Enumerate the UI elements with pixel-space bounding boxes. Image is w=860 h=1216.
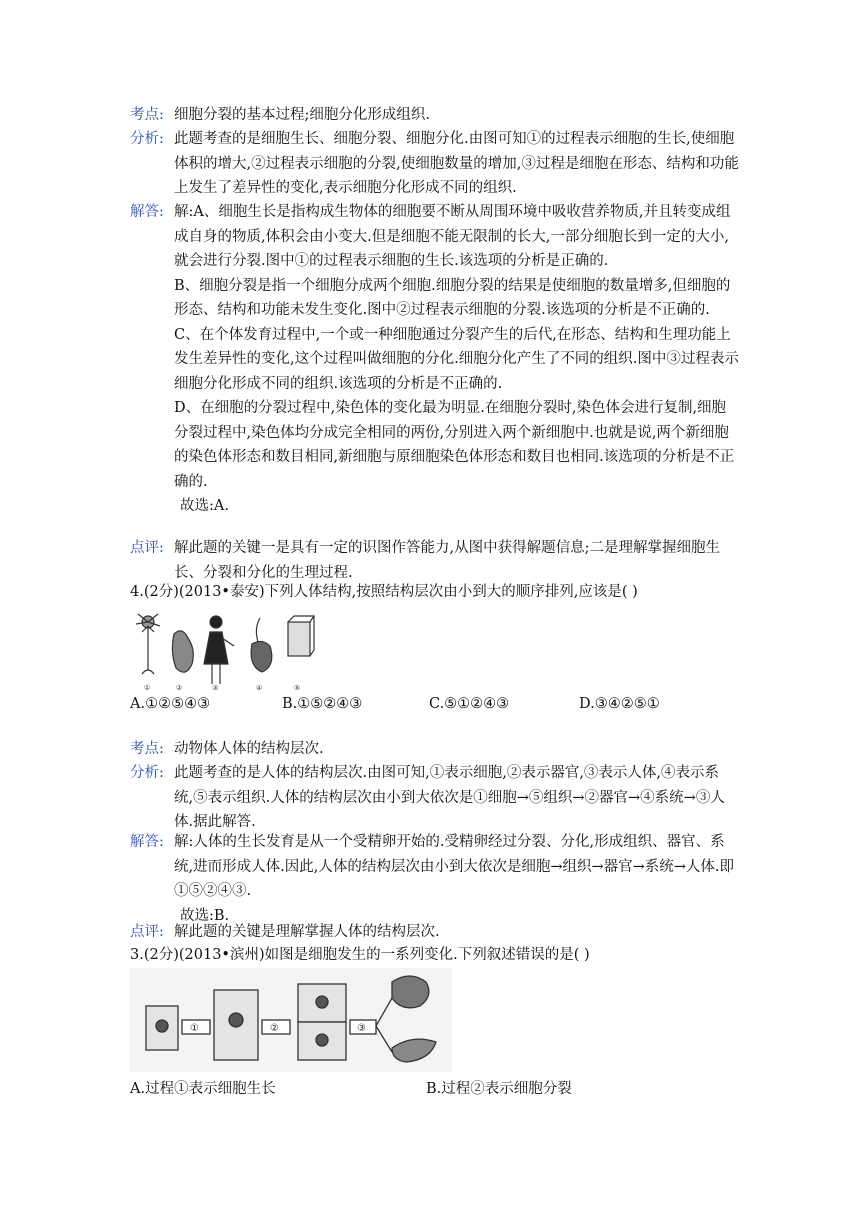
fig-number: ②: [176, 684, 183, 692]
question-3-stem: 3.(2分)(2013•滨州)如图是细胞发生的一系列变化.下列叙述错误的是( ): [130, 947, 590, 963]
fig-number: ②: [270, 1023, 279, 1034]
jieda-section-1: [130, 200, 740, 519]
jieda-answer: 故选:A.: [180, 498, 229, 514]
structure-levels-figure: [130, 608, 315, 692]
fenxi-section-2: [130, 761, 740, 835]
option-d: D.③④②⑤①: [579, 696, 660, 712]
question-4-stem: 4.(2分)(2013•泰安)下列人体结构,按照结构层次由小到大的顺序排列,应该是( ): [130, 584, 638, 600]
kaodian-text: 动物体人体的结构层次.: [174, 741, 324, 757]
fig-number: ①: [144, 684, 151, 692]
fig-number: ⑤: [294, 684, 301, 692]
option-b: B.过程②表示细胞分裂: [426, 1081, 572, 1097]
option-c: C.⑤①②④③: [429, 696, 510, 712]
fenxi-text: 此题考查的是细胞生长、细胞分裂、细胞分化.由图可知①的过程表示细胞的生长,使细胞体积的增大,②过程表示细胞的分裂,使细胞数量的增加,③过程是细胞在形态、结构和功能上发生了差异性的变化,表示细胞分化形成不同的组织.: [174, 131, 739, 196]
option-b: B.①⑤②④③: [282, 696, 363, 712]
option-a: A.①②⑤④③: [130, 696, 211, 712]
jieda-section-2: [130, 830, 740, 928]
fig-number: ④: [256, 684, 263, 692]
jieda-paragraph: 解:人体的生长发育是从一个受精卵开始的.受精卵经过分裂、分化,形成组织、器官、系统,进而形成人体.因此,人体的结构层次由小到大依次是细胞→组织→器官→系统→人体.即①⑤②④③.: [174, 834, 735, 899]
kaodian-section-2: [130, 737, 740, 762]
kaodian-section-1: [130, 103, 740, 128]
kaodian-label: 考点:: [130, 741, 164, 757]
fenxi-label: 分析:: [130, 131, 164, 147]
jieda-label: 解答:: [130, 204, 164, 220]
option-a: A.过程①表示细胞生长: [130, 1081, 276, 1097]
dianping-section-1: [130, 536, 740, 585]
cell-change-figure: [130, 968, 452, 1072]
dianping-label: 点评:: [130, 924, 164, 940]
dianping-section-2: [130, 920, 740, 945]
question-3-options: [130, 1077, 572, 1101]
fenxi-section-1: [130, 127, 740, 201]
fenxi-label: 分析:: [130, 765, 164, 781]
fig-number: ①: [190, 1023, 199, 1034]
dianping-text: 解此题的关键是理解掌握人体的结构层次.: [174, 924, 440, 940]
fenxi-text: 此题考查的是人体的结构层次.由图可知,①表示细胞,②表示器官,③表示人体,④表示系统,⑤表示组织.人体的结构层次由小到大依次是①细胞→⑤组织→②器官→④系统→③人体.据此解答.: [174, 765, 725, 830]
jieda-paragraph: B、细胞分裂是指一个细胞分成两个细胞.细胞分裂的结果是使细胞的数量增多,但细胞的形态、结构和功能未发生变化.图中②过程表示细胞的分裂.该选项的分析是不正确的.: [174, 277, 731, 318]
fig-number: ③: [357, 1023, 366, 1034]
jieda-answer: 故选:B.: [180, 907, 230, 924]
question-4-options: [130, 692, 660, 716]
dianping-label: 点评:: [130, 540, 164, 556]
kaodian-text: 细胞分裂的基本过程;细胞分化形成组织.: [174, 107, 430, 123]
jieda-label: 解答:: [130, 834, 164, 850]
fig-number: ③: [212, 684, 219, 692]
kaodian-label: 考点:: [130, 107, 164, 123]
jieda-paragraph: D、在细胞的分裂过程中,染色体的变化最为明显.在细胞分裂时,染色体会进行复制,细胞分裂过程中,染色体均分成完全相同的两份,分别进入两个新细胞中.也就是说,两个新细胞的染色体形态和数目相同,新细胞与原细胞染色体形态和数目也相同.该选项的分析是不正确的.: [174, 400, 735, 490]
dianping-text: 解此题的关键一是具有一定的识图作答能力,从图中获得解题信息;二是理解掌握细胞生长、分裂和分化的生理过程.: [174, 540, 720, 581]
jieda-paragraph: C、在个体发育过程中,一个或一种细胞通过分裂产生的后代,在形态、结构和生理功能上发生差异性的变化,这个过程叫做细胞的分化.细胞分化产生了不同的组织.图中③过程表示细胞分化形成不同的组织.该选项的分析是不正确的.: [174, 326, 739, 392]
jieda-paragraph: 解:A、细胞生长是指构成生物体的细胞要不断从周围环境中吸收营养物质,并且转变成组成自身的物质,体积会由小变大.但是细胞不能无限制的长大,一部分细胞长到一定的大小,就会进行分裂.图中①的过程表示细胞的生长.该选项的分析是正确的.: [174, 204, 731, 269]
